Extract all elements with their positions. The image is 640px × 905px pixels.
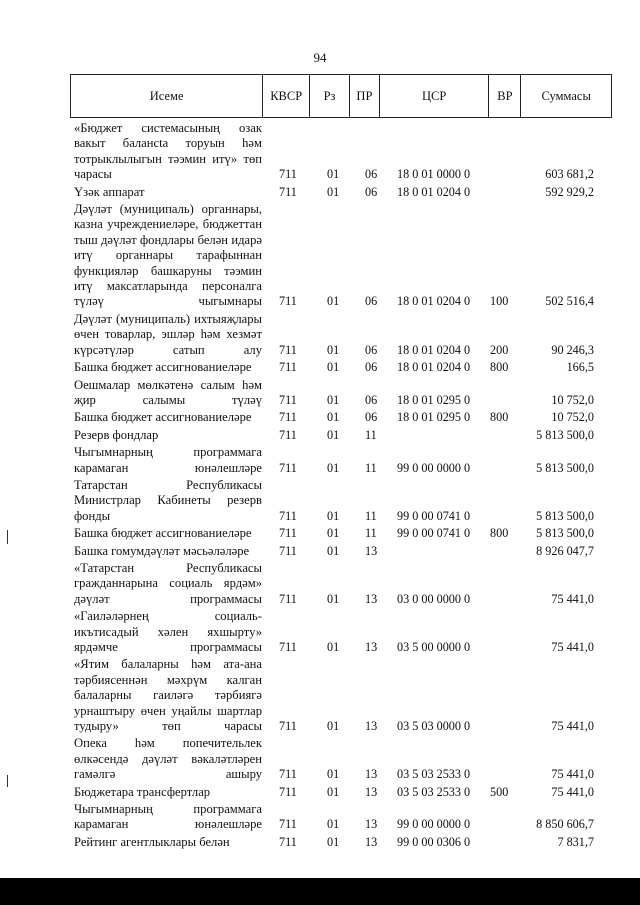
row-rz: 01 [327, 591, 340, 606]
row-rz: 01 [327, 294, 340, 309]
row-sum: 5 813 500,0 [536, 460, 594, 475]
row-pr: 06 [365, 360, 378, 375]
row-pr: 13 [365, 817, 378, 832]
row-sum: 10 752,0 [551, 392, 594, 407]
row-sum: 8 850 606,7 [536, 817, 594, 832]
header-kvsr: КВСР [263, 75, 310, 117]
row-csr: 03 5 00 0000 0 [397, 640, 471, 654]
row-csr: 18 0 01 0000 0 [397, 167, 471, 182]
row-csr: 18 0 01 0295 0 [397, 410, 471, 425]
row-pr: 11 [365, 460, 377, 475]
row-pr: 11 [365, 508, 377, 523]
row-kvsr: 711 [279, 410, 297, 425]
header-pr: ПР [350, 75, 380, 117]
row-csr: 03 5 03 2533 0 [397, 784, 471, 799]
page-number: 94 [313, 50, 327, 65]
row-pr: 11 [365, 427, 377, 442]
row-name: «Гаиләләрнең социаль-икътисадый хәлен яхшырту» ярдәмче программасы [74, 609, 262, 654]
row-vr: 200 [490, 342, 509, 357]
row-pr: 06 [365, 392, 378, 407]
row-csr: 18 0 01 0204 0 [397, 360, 471, 375]
row-csr: 03 0 00 0000 0 [397, 591, 471, 606]
row-rz: 01 [327, 460, 340, 475]
table-row [0, 121, 640, 185]
row-name: Башка гомумдәүләт мәсьәләләре [74, 543, 250, 558]
row-vr: 100 [490, 294, 509, 309]
row-vr: 500 [490, 784, 509, 799]
table-body [0, 121, 640, 852]
row-csr: 18 0 01 0295 0 [397, 392, 471, 407]
table-row [0, 410, 640, 427]
row-kvsr: 711 [279, 784, 297, 799]
table-row [0, 185, 640, 202]
row-name: Опека һәм попечительлек өлкәсендә дәүләт вәкаләтләрен гамәлгә ашыру [74, 736, 262, 782]
table-row [0, 378, 640, 411]
table-row [0, 445, 640, 478]
row-vr: 800 [490, 360, 509, 375]
row-name: Чыгымнарның программага карамаган юнәлешләре [74, 802, 262, 832]
table-row [0, 657, 640, 736]
row-name: Рейтинг агентлыклары белән [74, 834, 230, 849]
row-sum: 75 441,0 [551, 591, 594, 606]
row-pr: 06 [365, 410, 378, 425]
row-sum: 502 516,4 [545, 294, 594, 309]
row-name: Үзәк аппарат [74, 184, 145, 199]
table-row [0, 736, 640, 784]
row-kvsr: 711 [279, 640, 297, 654]
row-pr: 06 [365, 294, 378, 309]
table-row [0, 544, 640, 561]
row-rz: 01 [327, 834, 340, 849]
row-sum: 5 813 500,0 [536, 526, 594, 541]
row-sum: 603 681,2 [545, 167, 594, 182]
row-name: Башка бюджет ассигнованиеләре [74, 410, 252, 425]
row-vr: 800 [490, 526, 509, 541]
row-vr: 800 [490, 410, 509, 425]
row-csr: 03 5 03 0000 0 [397, 719, 471, 734]
row-pr: 13 [365, 767, 378, 782]
row-name: Резерв фондлар [74, 427, 159, 442]
row-kvsr: 711 [279, 591, 297, 606]
row-pr: 13 [365, 591, 378, 606]
row-csr: 99 0 00 0000 0 [397, 817, 471, 832]
row-csr: 99 0 00 0741 0 [397, 526, 471, 541]
row-csr: 18 0 01 0204 0 [397, 184, 471, 199]
row-sum: 75 441,0 [551, 719, 594, 734]
row-rz: 01 [327, 640, 340, 654]
header-sum: Суммасы [541, 88, 591, 103]
row-kvsr: 711 [279, 342, 297, 357]
table-row [0, 802, 640, 835]
table-header [70, 74, 612, 118]
header-rz: Рз [310, 75, 350, 117]
scan-margin-mark [7, 775, 8, 787]
table-row [0, 312, 640, 360]
row-kvsr: 711 [279, 427, 297, 442]
row-sum: 7 831,7 [557, 834, 594, 849]
row-rz: 01 [327, 784, 340, 799]
table-row [0, 835, 640, 852]
row-name: Дәүләт (муниципаль) ихтыяҗлары өчен товарлар, эшләр һәм хезмәт күрсәтүләр сатып алу [74, 311, 262, 357]
row-kvsr: 711 [279, 543, 297, 558]
row-name: «Ятим балаларны һәм ата-ана тәрбиясеннән мәхрүм калган балаларны гаиләгә тәрбиягә урнаштыру өчен уңайлы шартлар тудыру» төп чарасы [74, 657, 262, 734]
row-pr: 06 [365, 184, 378, 199]
row-pr: 06 [365, 342, 378, 357]
row-pr: 13 [365, 640, 378, 654]
row-name: Татарстан Республикасы Министрлар Кабинеты резерв фонды [74, 477, 262, 523]
row-rz: 01 [327, 342, 340, 357]
table-row [0, 428, 640, 445]
row-rz: 01 [327, 167, 340, 182]
table-row [0, 785, 640, 802]
row-kvsr: 711 [279, 294, 297, 309]
row-rz: 01 [327, 508, 340, 523]
row-csr: 18 0 01 0204 0 [397, 342, 471, 357]
row-rz: 01 [327, 543, 340, 558]
row-kvsr: 711 [279, 767, 297, 782]
row-pr: 13 [365, 719, 378, 734]
row-pr: 13 [365, 834, 378, 849]
row-rz: 01 [327, 817, 340, 832]
row-pr: 11 [365, 526, 377, 541]
row-name: Чыгымнарның программага карамаган юнәлешләре [74, 445, 262, 475]
row-kvsr: 711 [279, 719, 297, 734]
row-csr: 99 0 00 0000 0 [397, 460, 471, 475]
scan-margin-mark [7, 530, 8, 544]
row-sum: 5 813 500,0 [536, 508, 594, 523]
row-csr: 18 0 01 0204 0 [397, 294, 471, 309]
row-sum: 166,5 [566, 360, 594, 375]
row-name: Башка бюджет ассигнованиеләре [74, 360, 252, 375]
row-sum: 8 926 047,7 [536, 543, 594, 558]
row-kvsr: 711 [279, 460, 297, 475]
row-csr: 99 0 00 0741 0 [397, 508, 471, 523]
row-kvsr: 711 [279, 184, 297, 199]
row-kvsr: 711 [279, 167, 297, 182]
table-row [0, 609, 640, 657]
row-csr: 99 0 00 0306 0 [397, 834, 471, 849]
row-rz: 01 [327, 526, 340, 541]
scan-bottom-border [0, 878, 640, 905]
row-kvsr: 711 [279, 508, 297, 523]
row-pr: 06 [365, 167, 378, 182]
header-name: Исеме [71, 75, 263, 117]
table-row [0, 360, 640, 377]
row-pr: 13 [365, 543, 378, 558]
row-sum: 75 441,0 [551, 767, 594, 782]
row-rz: 01 [327, 719, 340, 734]
row-rz: 01 [327, 767, 340, 782]
row-sum: 10 752,0 [551, 410, 594, 425]
table-row [0, 202, 640, 312]
row-name: «Бюджет системасының озак вакыт балансta торуын һәм тотрыклылыгын тәэмин итү» төп чарасы [74, 121, 262, 182]
row-rz: 01 [327, 427, 340, 442]
row-sum: 75 441,0 [551, 784, 594, 799]
table-row [0, 561, 640, 609]
row-sum: 90 246,3 [551, 342, 594, 357]
row-kvsr: 711 [279, 392, 297, 407]
row-rz: 01 [327, 392, 340, 407]
row-sum: 592 929,2 [545, 184, 594, 199]
row-kvsr: 711 [279, 526, 297, 541]
row-kvsr: 711 [279, 817, 297, 832]
row-pr: 13 [365, 784, 378, 799]
row-name: Бюджетара трансфертлар [74, 784, 211, 799]
row-rz: 01 [327, 184, 340, 199]
table-row [0, 526, 640, 543]
row-csr: 03 5 03 2533 0 [397, 767, 471, 782]
row-name: Оешмалар мөлкәтенә салым һәм җир салымы түләү [74, 377, 262, 407]
row-rz: 01 [327, 410, 340, 425]
row-name: Башка бюджет ассигнованиеләре [74, 526, 252, 541]
row-kvsr: 711 [279, 360, 297, 375]
table-row [0, 478, 640, 526]
row-name: Дәүләт (муниципаль) органнары, казна учреждениеләре, бюджеттан тыш дәүләт фондлары белән идарә итү органнары тарафыннан функцияләр башкаруны тәэмин итү максатларында персоналга түләү чыгымнары [74, 202, 262, 309]
row-sum: 75 441,0 [551, 640, 594, 654]
header-csr: ЦСР [380, 75, 490, 117]
row-rz: 01 [327, 360, 340, 375]
row-sum: 5 813 500,0 [536, 427, 594, 442]
row-kvsr: 711 [279, 834, 297, 849]
header-vr: ВР [489, 75, 521, 117]
row-name: «Татарстан Республикасы гражданнарына социаль ярдәм» дәүләт программасы [74, 560, 262, 606]
